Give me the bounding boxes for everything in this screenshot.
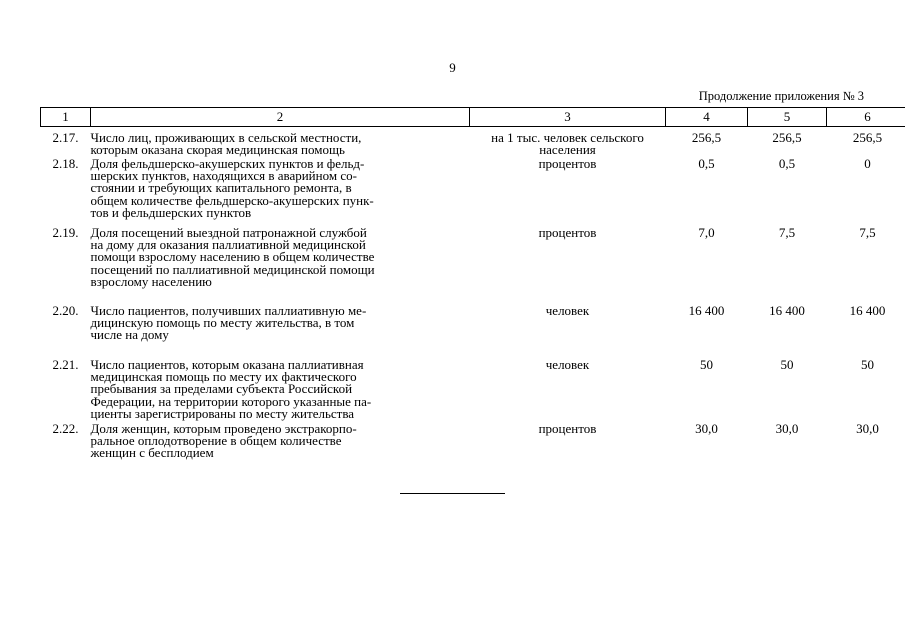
- row-number: 2.18.: [52, 156, 79, 171]
- name-line: на дому для оказания паллиативной медицинской: [90, 237, 366, 253]
- table-row: [41, 127, 905, 159]
- indicator-name: [91, 423, 470, 463]
- indicator-name: [91, 127, 470, 159]
- name-line: Число лиц, проживающих в сельской местности,: [90, 130, 362, 145]
- name-line: взрослому населению: [90, 273, 212, 289]
- table-row: [41, 158, 905, 227]
- end-of-table-rule: [400, 493, 505, 494]
- value-col-6: 256,5: [852, 130, 883, 145]
- name-line: помощи взрослому населению в общем количестве: [90, 249, 375, 265]
- value-col-6: 50: [861, 357, 874, 372]
- unit-line: человек: [545, 357, 590, 372]
- indicator-name: [91, 227, 470, 305]
- unit-line: процентов: [538, 156, 597, 171]
- table-header-row: [41, 108, 905, 127]
- header-col-4: 4: [666, 108, 748, 127]
- row-number: 2.22.: [52, 421, 79, 436]
- page-number: 9: [449, 60, 456, 75]
- indicator-name: [91, 305, 470, 359]
- unit-of-measure: [470, 423, 666, 463]
- name-line: ральное оплодотворение в общем количестве: [90, 433, 342, 449]
- name-line: медицинская помощь по месту их фактического: [90, 369, 357, 385]
- unit-of-measure: [470, 227, 666, 305]
- name-line: Федерации, на территории которого указанные па-: [90, 393, 372, 409]
- name-line: Доля женщин, которым проведено экстракорпо-: [90, 421, 357, 436]
- unit-of-measure: [470, 158, 666, 227]
- table-row: [41, 359, 905, 423]
- value-col-5: 0,5: [778, 156, 796, 171]
- name-line: пребывания за пределами субъекта Российской: [90, 381, 353, 397]
- table-row: [41, 227, 905, 305]
- header-col-2: 2: [91, 108, 470, 127]
- value-col-5: 30,0: [775, 421, 799, 436]
- name-line: циенты зарегистрированы по месту жительства: [90, 405, 355, 421]
- value-col-6: 16 400: [849, 303, 886, 318]
- unit-line: на 1 тыс. человек сельского: [491, 130, 644, 145]
- name-line: Доля посещений выездной патронажной службой: [90, 225, 367, 240]
- name-line: которым оказана скорая медицинская помощь: [90, 142, 345, 158]
- header-col-1: 1: [41, 108, 91, 127]
- indicator-name: [91, 158, 470, 227]
- value-col-5: 50: [780, 357, 794, 372]
- unit-line: процентов: [538, 225, 597, 240]
- name-line: женщин с бесплодием: [90, 445, 214, 461]
- header-col-3: 3: [470, 108, 666, 127]
- value-col-4: 50: [700, 357, 713, 372]
- name-line: дицинскую помощь по месту жительства, в том: [90, 315, 355, 331]
- row-number: 2.17.: [52, 130, 79, 145]
- unit-of-measure: [470, 359, 666, 423]
- value-col-5: 16 400: [769, 303, 805, 318]
- value-col-4: 0,5: [698, 156, 715, 171]
- unit-line: человек: [545, 303, 590, 318]
- value-col-6: 30,0: [856, 421, 879, 436]
- continuation-label: Продолжение приложения № 3: [698, 89, 864, 103]
- value-col-5: 7,5: [778, 225, 796, 240]
- value-col-5: 256,5: [772, 130, 802, 145]
- name-line: Число пациентов, получивших паллиативную ме-: [90, 303, 367, 318]
- name-line: шерских пунктов, находящихся в аварийном со-: [90, 168, 357, 184]
- name-line: Число пациентов, которым оказана паллиативная: [90, 357, 364, 372]
- name-line: посещений по паллиативной медицинской помощи: [90, 261, 375, 277]
- unit-line: процентов: [538, 421, 597, 436]
- unit-line: населения: [539, 142, 596, 158]
- row-number: 2.19.: [52, 225, 79, 240]
- name-line: общем количестве фельдшерско-акушерских пунк-: [90, 192, 374, 208]
- indicators-table: [40, 107, 905, 463]
- header-col-5: 5: [748, 108, 827, 127]
- header-col-6: 6: [827, 108, 905, 127]
- unit-of-measure: [470, 305, 666, 359]
- name-line: числе на дому: [90, 327, 169, 343]
- value-col-6: 7,5: [859, 225, 876, 240]
- unit-of-measure: [470, 127, 666, 159]
- row-number: 2.21.: [52, 357, 79, 372]
- name-line: тов и фельдшерских пунктов: [90, 204, 252, 220]
- value-col-4: 256,5: [691, 130, 722, 145]
- value-col-4: 16 400: [688, 303, 725, 318]
- indicator-name: [91, 359, 470, 423]
- value-col-6: 0: [864, 156, 871, 171]
- value-col-4: 7,0: [698, 225, 715, 240]
- name-line: стоянии и требующих капитального ремонта, в: [90, 180, 352, 196]
- name-line: Доля фельдшерско-акушерских пунктов и фельд-: [90, 156, 365, 171]
- table-row: [41, 423, 905, 463]
- row-number: 2.20.: [52, 303, 79, 318]
- table-row: [41, 305, 905, 359]
- value-col-4: 30,0: [695, 421, 718, 436]
